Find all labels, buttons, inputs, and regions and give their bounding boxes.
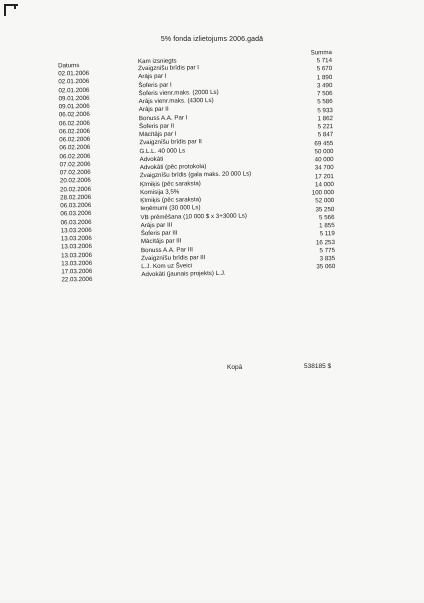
row-description: Zvaigznīšu brīdis (gala maks. 20 000 Ls): [139, 170, 252, 180]
row-description: L.J. Kom uz Šveici: [141, 262, 193, 271]
row-date: 17.03.2006: [61, 267, 93, 276]
row-description: Arājs par III: [140, 221, 173, 229]
row-description: VB prēmēšana (10 000 $ x 3+3000 Ls): [140, 211, 247, 221]
row-date: 06.02.2006: [58, 119, 90, 127]
row-sum: 5 933: [317, 106, 333, 114]
row-sum: 16 253: [315, 238, 335, 246]
row-date: 13.03.2006: [60, 251, 93, 259]
row-sum: 3 490: [316, 81, 333, 90]
row-date: 06.02.2006: [58, 111, 90, 119]
row-description: Advokāti (jaunais projekts) L.J.: [141, 270, 226, 279]
row-date: 13.03.2006: [60, 234, 92, 243]
document-title: 5% fonda izlietojums 2006.gadā: [160, 36, 264, 43]
row-description: Zvaigznīšu brīdis par I: [138, 64, 200, 73]
row-sum: 1 855: [319, 222, 335, 230]
row-sum: 35 250: [315, 205, 335, 213]
row-sum: 5 119: [319, 230, 335, 238]
row-date: 06.02.2006: [59, 152, 91, 160]
row-date: 07.02.2006: [59, 168, 91, 177]
row-sum: 17 201: [314, 172, 334, 180]
row-sum: 1 862: [317, 114, 333, 123]
row-sum: 40 000: [314, 156, 334, 164]
row-date: 02.01.2006: [58, 69, 90, 78]
row-description: Šoferis par III: [140, 229, 178, 238]
row-date: 07.02.2006: [59, 160, 91, 169]
row-date: 13.03.2006: [60, 243, 92, 251]
row-date: 28.02.2006: [60, 193, 92, 202]
row-sum: 69 455: [314, 139, 334, 147]
row-sum: 35 060: [316, 263, 336, 271]
row-description: Arājs vienr.maks. (4300 Ls): [138, 96, 214, 106]
row-description: Šoferis par II: [138, 122, 175, 130]
row-date: 02.01.2006: [58, 86, 90, 94]
row-description: Ķīmiķis (pēc saraksta): [139, 179, 201, 188]
row-date: 09.01.2006: [58, 102, 90, 111]
row-date: 06.03.2006: [60, 210, 92, 218]
row-sum: 5 586: [317, 98, 333, 106]
row-sum: 5 775: [319, 246, 336, 255]
row-sum: 5 221: [317, 123, 334, 131]
row-date: 06.02.2006: [59, 127, 91, 136]
row-date: 06.02.2006: [59, 135, 91, 144]
row-description: Šoferis vienr.maks. (2000 Ls): [138, 88, 219, 97]
row-description: Mācītājs par III: [140, 237, 182, 246]
row-description: Advokāti (pēc protokola): [139, 163, 207, 172]
row-description: Zvaigznīšu brīdis par II: [139, 138, 202, 147]
row-sum: 5 670: [316, 65, 333, 73]
row-sum: 1 890: [316, 73, 333, 81]
row-sum: 7 506: [317, 90, 333, 98]
row-sum: 5 847: [317, 131, 334, 139]
row-description: Ķīmiķis (pēc saraksta): [140, 196, 202, 205]
row-description: Ieņēmumi (30 000 Ls): [140, 204, 201, 213]
row-date: 06.02.2006: [59, 144, 91, 152]
row-sum: 14 000: [314, 180, 335, 189]
row-date: 06.03.2006: [60, 201, 92, 210]
row-description: G.L.L. 40 000 Ls: [139, 146, 186, 155]
header-sum: Summa: [310, 49, 332, 57]
row-date: 13.03.2006: [60, 226, 92, 235]
total-value: 538185 $: [304, 363, 332, 370]
row-sum: 50 000: [314, 147, 334, 156]
row-sum: 52 000: [315, 197, 335, 205]
row-date: 20.02.2006: [59, 177, 91, 185]
row-description: Komisija 3,5%: [140, 188, 180, 196]
row-description: Zvaigznīšu brīdis par III: [141, 253, 206, 262]
row-description: Bonuss A.A. Par III: [140, 245, 193, 254]
row-date: 02.01.2006: [58, 78, 90, 86]
row-date: 06.03.2006: [60, 218, 92, 226]
row-sum: 5 566: [318, 213, 335, 222]
row-sum: 3 835: [319, 255, 336, 263]
row-description: Bonuss A.A. Par I: [138, 113, 188, 122]
row-description: Šoferis par I: [138, 81, 172, 89]
row-date: 13.03.2006: [61, 259, 93, 268]
row-description: Mācītājs par I: [139, 130, 177, 139]
row-description: Arājs par II: [138, 105, 169, 114]
header-date: Datums: [58, 62, 80, 70]
total-label: Kopā: [227, 364, 243, 371]
row-date: 09.01.2006: [58, 94, 90, 103]
row-sum: 5 714: [316, 57, 333, 65]
row-sum: 100 000: [311, 189, 335, 197]
header-description: Kam izsniegts: [137, 57, 177, 66]
row-description: Arājs par I: [138, 72, 167, 81]
row-date: 20.02.2006: [59, 185, 92, 193]
row-date: 22.03.2006: [61, 276, 93, 284]
row-description: Advokāti: [139, 155, 164, 163]
row-sum: 34 700: [314, 164, 334, 172]
